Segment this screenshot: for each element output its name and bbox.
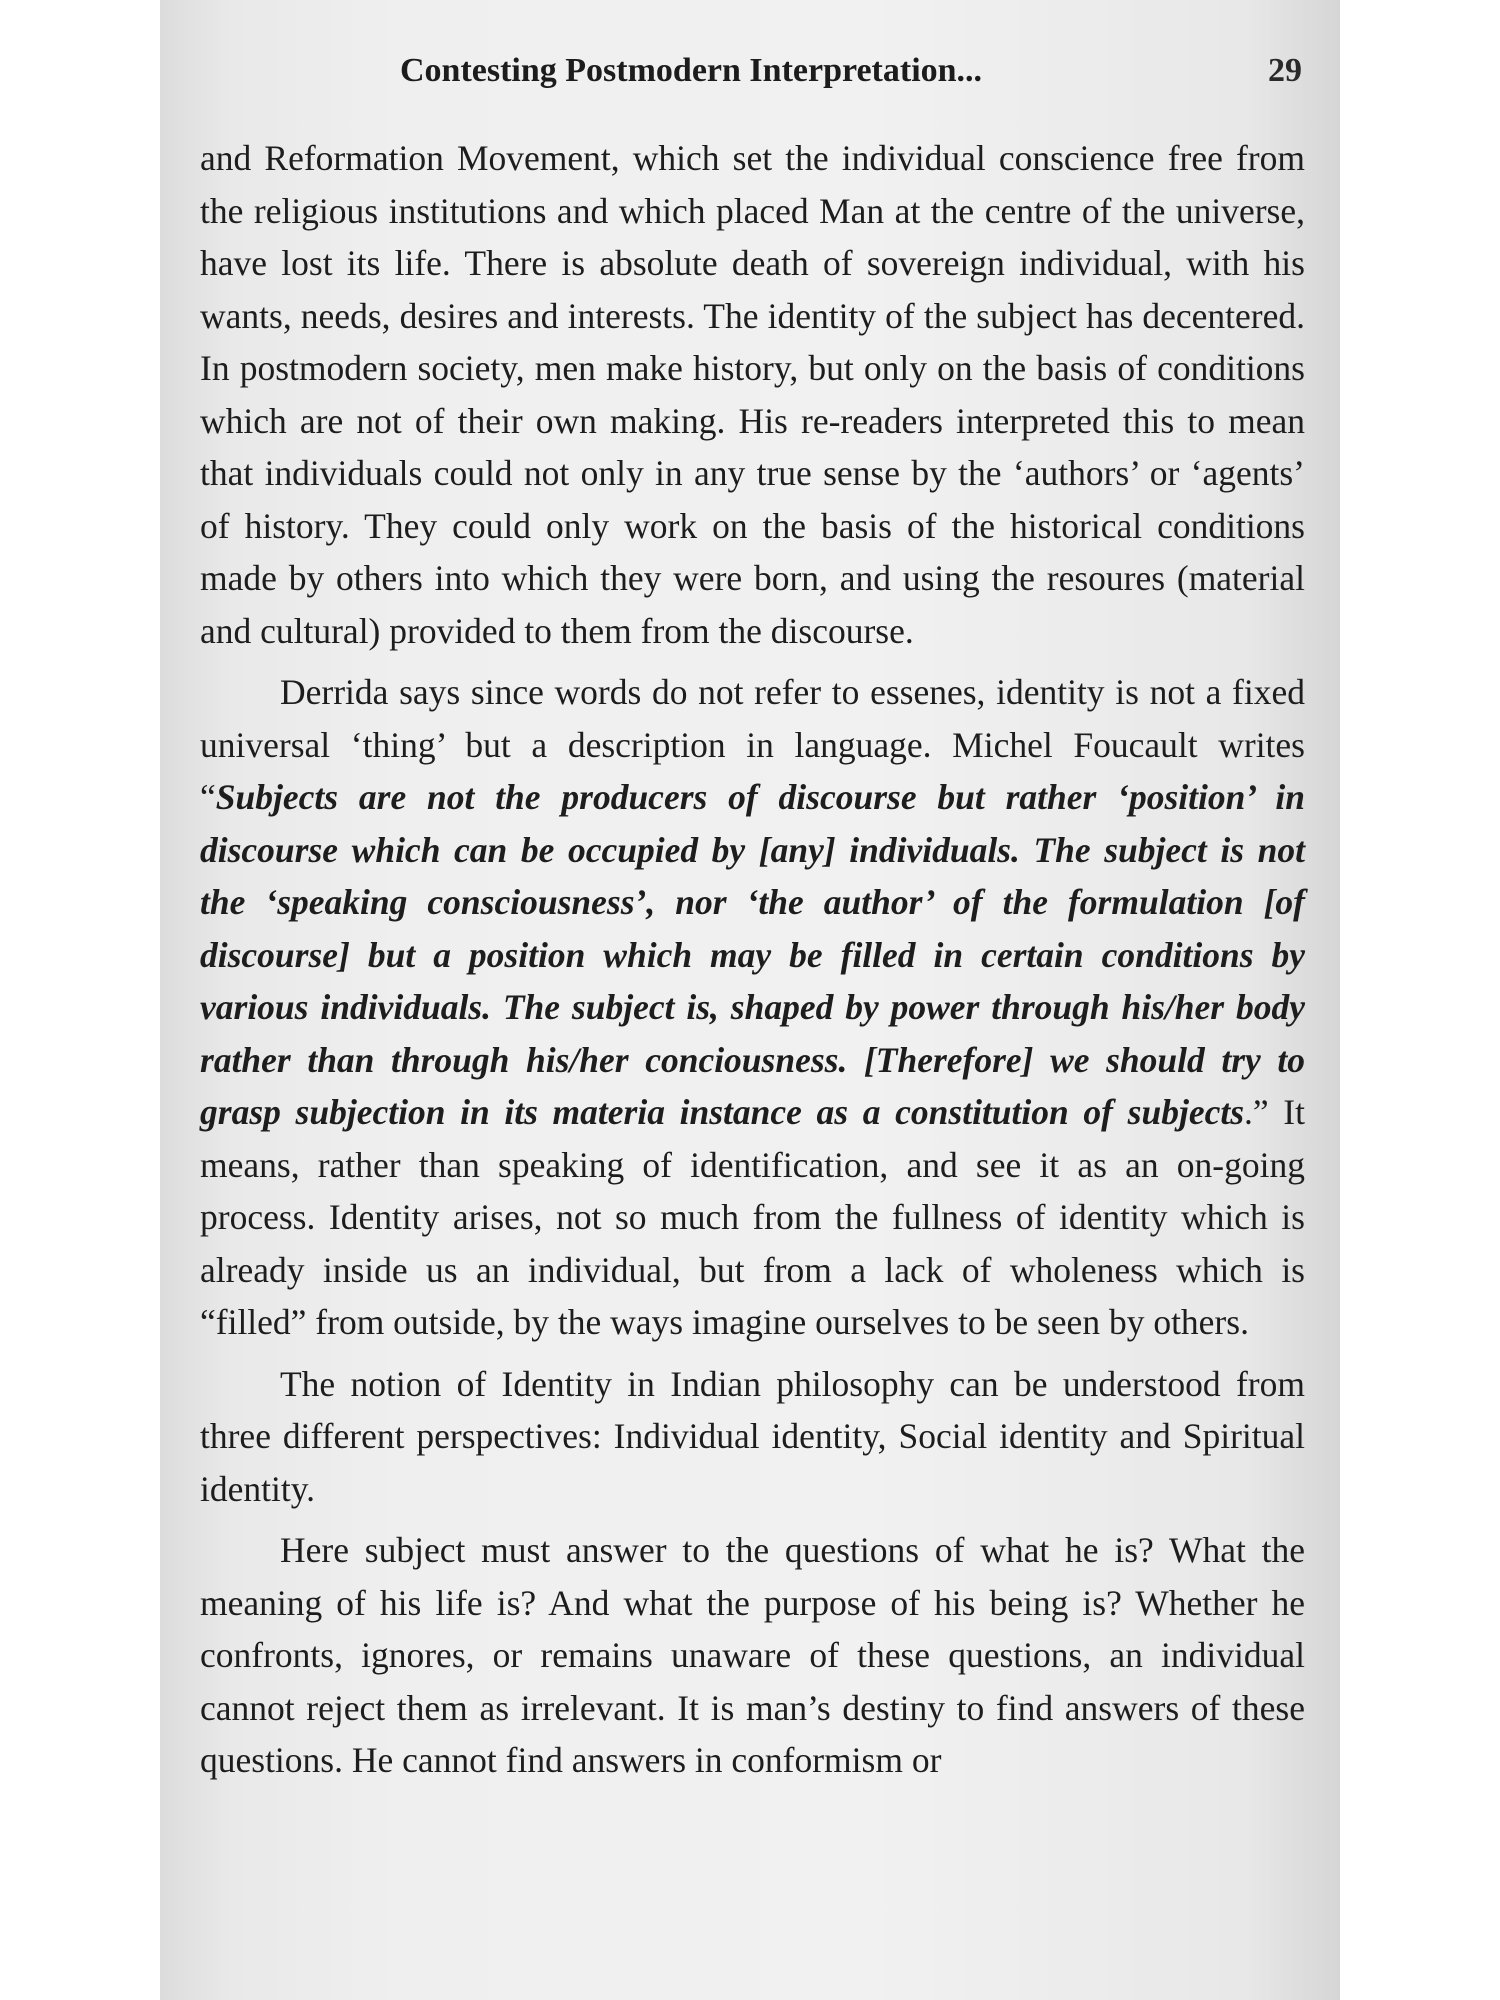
body-text <box>200 132 1305 1796</box>
paragraph-2-continuation: .” It means, rather than speaking of identification, and see it as an on-going process. Identity arises, not so much from the fullness of identity which is already inside us an individual, but from a lack of wholeness which is “filled” from outside, by the ways imagine ourselves to be seen by others. <box>200 1092 1305 1342</box>
paragraph-3: The notion of Identity in Indian philosophy can be understood from three different perspectives: Individual identity, Social identity and Spiritual identity. <box>200 1363 1305 1509</box>
paragraph-4: Here subject must answer to the questions of what he is? What the meaning of his life is? And what the purpose of his being is? Whether he confronts, ignores, or remains unaware of these questions, an individual cannot reject them as irrelevant. It is man’s destiny to find answers of these questions. He cannot find answers in conformism or <box>200 1530 1305 1780</box>
page-number: 29 <box>1268 52 1302 89</box>
page-header <box>160 52 1340 102</box>
paragraph-2-intro: Derrida says since words do not refer to essenes, identity is not a fixed universal ‘thing’ but a description in language. Michel Foucault writes “ <box>200 672 1305 817</box>
foucault-quotation: Subjects are not the producers of discourse but rather ‘position’ in discourse which can be occupied by [any] individuals. The subject is not the ‘speaking consciousness’, nor ‘the author’ of the formulation [of discourse] but a position which may be filled in certain conditions by various individuals. The subject is, shaped by power through his/her body rather than through his/her conciousness. [Therefore] we should try to grasp subjection in its materia instance as a constitution of subjects <box>200 777 1305 1132</box>
paragraph-2 <box>200 666 1305 1349</box>
book-page <box>160 0 1340 2000</box>
running-head-title: Contesting Postmodern Interpretation... <box>400 52 983 89</box>
paragraph-1: and Reformation Movement, which set the individual conscience free from the religious institutions and which placed Man at the centre of the universe, have lost its life. There is absolute death of sovereign individual, with his wants, needs, desires and interests. The identity of the subject has decentered. In postmodern society, men make history, but only on the basis of conditions which are not of their own making. His re-readers interpreted this to mean that individuals could not only in any true sense by the ‘authors’ or ‘agents’ of history. They could only work on the basis of the historical conditions made by others into which they were born, and using the resoures (material and cultural) provided to them from the discourse. <box>200 138 1305 651</box>
